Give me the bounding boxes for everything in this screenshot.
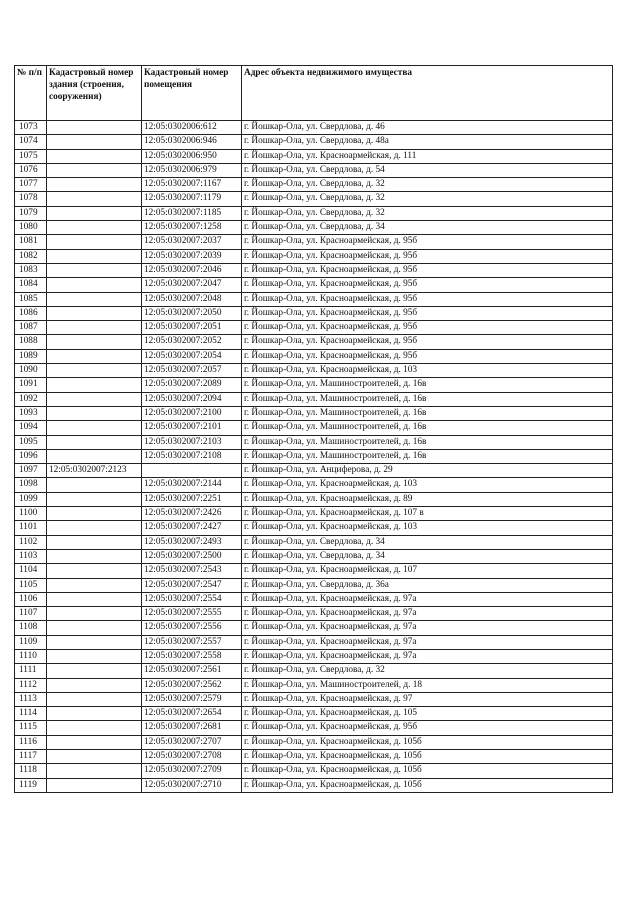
table-body (15, 121, 613, 793)
table-row (15, 607, 613, 621)
table-row (15, 121, 613, 135)
room-cadastral-cell: 12:05:0302007:2555 (142, 607, 242, 621)
table-row (15, 163, 613, 177)
table-row (15, 478, 613, 492)
building-cadastral-cell (47, 163, 142, 177)
address-cell: г. Йошкар-Ола, ул. Красноармейская, д. 107 в (242, 507, 613, 521)
table-row (15, 721, 613, 735)
row-number-cell: 1090 (15, 364, 47, 378)
address-cell: г. Йошкар-Ола, ул. Красноармейская, д. 103 (242, 364, 613, 378)
room-cadastral-cell: 12:05:0302006:979 (142, 163, 242, 177)
room-cadastral-cell: 12:05:0302007:2251 (142, 492, 242, 506)
address-cell: г. Йошкар-Ола, ул. Свердлова, д. 32 (242, 664, 613, 678)
table-row (15, 535, 613, 549)
address-cell: г. Йошкар-Ола, ул. Свердлова, д. 46 (242, 121, 613, 135)
address-cell: г. Йошкар-Ола, ул. Красноармейская, д. 95б (242, 321, 613, 335)
table-row (15, 578, 613, 592)
address-cell: г. Йошкар-Ола, ул. Красноармейская, д. 107 (242, 564, 613, 578)
building-cadastral-cell (47, 707, 142, 721)
room-cadastral-cell: 12:05:0302007:2654 (142, 707, 242, 721)
address-cell: г. Йошкар-Ола, ул. Красноармейская, д. 105б (242, 778, 613, 792)
row-number-cell: 1088 (15, 335, 47, 349)
building-cadastral-cell (47, 449, 142, 463)
address-cell: г. Йошкар-Ола, ул. Красноармейская, д. 105б (242, 750, 613, 764)
row-number-cell: 1075 (15, 149, 47, 163)
address-cell: г. Йошкар-Ола, ул. Красноармейская, д. 103 (242, 478, 613, 492)
room-cadastral-cell: 12:05:0302007:1258 (142, 221, 242, 235)
building-cadastral-cell (47, 392, 142, 406)
building-cadastral-cell (47, 349, 142, 363)
row-number-cell: 1080 (15, 221, 47, 235)
row-number-cell: 1118 (15, 764, 47, 778)
room-cadastral-cell: 12:05:0302007:2493 (142, 535, 242, 549)
table-row (15, 135, 613, 149)
table-row (15, 321, 613, 335)
row-number-cell: 1105 (15, 578, 47, 592)
building-cadastral-cell (47, 564, 142, 578)
address-cell: г. Йошкар-Ола, ул. Красноармейская, д. 105б (242, 764, 613, 778)
room-cadastral-cell: 12:05:0302007:2054 (142, 349, 242, 363)
property-registry-table (14, 65, 613, 793)
table-row (15, 521, 613, 535)
row-number-cell: 1117 (15, 750, 47, 764)
row-number-cell: 1104 (15, 564, 47, 578)
building-cadastral-cell (47, 235, 142, 249)
table-row (15, 507, 613, 521)
row-number-cell: 1093 (15, 406, 47, 420)
address-cell: г. Йошкар-Ола, ул. Свердлова, д. 34 (242, 221, 613, 235)
room-cadastral-cell: 12:05:0302007:2094 (142, 392, 242, 406)
row-number-cell: 1091 (15, 378, 47, 392)
room-cadastral-cell: 12:05:0302007:2427 (142, 521, 242, 535)
header-address: Адрес объекта недвижимого имущества (242, 66, 613, 121)
table-row (15, 592, 613, 606)
address-cell: г. Йошкар-Ола, ул. Красноармейская, д. 95б (242, 263, 613, 277)
building-cadastral-cell (47, 206, 142, 220)
room-cadastral-cell: 12:05:0302007:2100 (142, 406, 242, 420)
address-cell: г. Йошкар-Ола, ул. Машиностроителей, д. 16в (242, 449, 613, 463)
building-cadastral-cell (47, 592, 142, 606)
table-row (15, 364, 613, 378)
building-cadastral-cell: 12:05:0302007:2123 (47, 464, 142, 478)
row-number-cell: 1073 (15, 121, 47, 135)
row-number-cell: 1114 (15, 707, 47, 721)
building-cadastral-cell (47, 435, 142, 449)
table-row (15, 750, 613, 764)
building-cadastral-cell (47, 578, 142, 592)
room-cadastral-cell: 12:05:0302007:2681 (142, 721, 242, 735)
address-cell: г. Йошкар-Ола, ул. Машиностроителей, д. 16в (242, 378, 613, 392)
table-row (15, 292, 613, 306)
building-cadastral-cell (47, 364, 142, 378)
row-number-cell: 1119 (15, 778, 47, 792)
row-number-cell: 1097 (15, 464, 47, 478)
room-cadastral-cell: 12:05:0302007:2103 (142, 435, 242, 449)
table-row (15, 263, 613, 277)
address-cell: г. Йошкар-Ола, ул. Машиностроителей, д. 18 (242, 678, 613, 692)
address-cell: г. Йошкар-Ола, ул. Свердлова, д. 36а (242, 578, 613, 592)
table-row (15, 735, 613, 749)
building-cadastral-cell (47, 678, 142, 692)
room-cadastral-cell: 12:05:0302007:1179 (142, 192, 242, 206)
address-cell: г. Йошкар-Ола, ул. Красноармейская, д. 97а (242, 592, 613, 606)
address-cell: г. Йошкар-Ола, ул. Машиностроителей, д. 16в (242, 421, 613, 435)
building-cadastral-cell (47, 535, 142, 549)
building-cadastral-cell (47, 263, 142, 277)
address-cell: г. Йошкар-Ола, ул. Свердлова, д. 32 (242, 206, 613, 220)
building-cadastral-cell (47, 406, 142, 420)
row-number-cell: 1110 (15, 649, 47, 663)
room-cadastral-cell: 12:05:0302007:2050 (142, 306, 242, 320)
room-cadastral-cell: 12:05:0302006:946 (142, 135, 242, 149)
row-number-cell: 1078 (15, 192, 47, 206)
room-cadastral-cell: 12:05:0302006:612 (142, 121, 242, 135)
row-number-cell: 1116 (15, 735, 47, 749)
room-cadastral-cell: 12:05:0302007:2057 (142, 364, 242, 378)
address-cell: г. Йошкар-Ола, ул. Красноармейская, д. 97а (242, 649, 613, 663)
table-row (15, 392, 613, 406)
row-number-cell: 1099 (15, 492, 47, 506)
table-row (15, 178, 613, 192)
row-number-cell: 1085 (15, 292, 47, 306)
building-cadastral-cell (47, 221, 142, 235)
building-cadastral-cell (47, 635, 142, 649)
table-row (15, 692, 613, 706)
room-cadastral-cell: 12:05:0302007:2562 (142, 678, 242, 692)
row-number-cell: 1086 (15, 306, 47, 320)
room-cadastral-cell: 12:05:0302007:2108 (142, 449, 242, 463)
room-cadastral-cell: 12:05:0302007:2101 (142, 421, 242, 435)
row-number-cell: 1077 (15, 178, 47, 192)
room-cadastral-cell: 12:05:0302007:2052 (142, 335, 242, 349)
row-number-cell: 1102 (15, 535, 47, 549)
table-row (15, 435, 613, 449)
table-row (15, 349, 613, 363)
room-cadastral-cell (142, 464, 242, 478)
building-cadastral-cell (47, 292, 142, 306)
room-cadastral-cell: 12:05:0302007:2709 (142, 764, 242, 778)
row-number-cell: 1101 (15, 521, 47, 535)
room-cadastral-cell: 12:05:0302007:2144 (142, 478, 242, 492)
address-cell: г. Йошкар-Ола, ул. Красноармейская, д. 97а (242, 635, 613, 649)
building-cadastral-cell (47, 764, 142, 778)
building-cadastral-cell (47, 249, 142, 263)
table-row (15, 621, 613, 635)
table-row (15, 335, 613, 349)
row-number-cell: 1108 (15, 621, 47, 635)
address-cell: г. Йошкар-Ола, ул. Машиностроителей, д. 16в (242, 392, 613, 406)
building-cadastral-cell (47, 735, 142, 749)
header-building-cadastral: Кадастровый номер здания (строения, сооружения) (47, 66, 142, 121)
table-row (15, 649, 613, 663)
table-row (15, 449, 613, 463)
building-cadastral-cell (47, 521, 142, 535)
row-number-cell: 1111 (15, 664, 47, 678)
table-header (15, 66, 613, 121)
building-cadastral-cell (47, 721, 142, 735)
address-cell: г. Йошкар-Ола, ул. Красноармейская, д. 97а (242, 607, 613, 621)
table-row (15, 549, 613, 563)
room-cadastral-cell: 12:05:0302007:2047 (142, 278, 242, 292)
building-cadastral-cell (47, 750, 142, 764)
row-number-cell: 1095 (15, 435, 47, 449)
header-number: № п/п (15, 66, 47, 121)
table-row (15, 278, 613, 292)
building-cadastral-cell (47, 492, 142, 506)
address-cell: г. Йошкар-Ола, ул. Красноармейская, д. 95б (242, 721, 613, 735)
address-cell: г. Йошкар-Ола, ул. Красноармейская, д. 95б (242, 278, 613, 292)
row-number-cell: 1081 (15, 235, 47, 249)
address-cell: г. Йошкар-Ола, ул. Свердлова, д. 32 (242, 178, 613, 192)
table-row (15, 221, 613, 235)
address-cell: г. Йошкар-Ола, ул. Красноармейская, д. 89 (242, 492, 613, 506)
address-cell: г. Йошкар-Ола, ул. Красноармейская, д. 97 (242, 692, 613, 706)
row-number-cell: 1113 (15, 692, 47, 706)
room-cadastral-cell: 12:05:0302007:2708 (142, 750, 242, 764)
row-number-cell: 1115 (15, 721, 47, 735)
building-cadastral-cell (47, 478, 142, 492)
row-number-cell: 1074 (15, 135, 47, 149)
table-row (15, 306, 613, 320)
room-cadastral-cell: 12:05:0302007:2048 (142, 292, 242, 306)
table-row (15, 778, 613, 792)
table-row (15, 635, 613, 649)
row-number-cell: 1098 (15, 478, 47, 492)
building-cadastral-cell (47, 664, 142, 678)
building-cadastral-cell (47, 621, 142, 635)
table-row (15, 235, 613, 249)
room-cadastral-cell: 12:05:0302007:2707 (142, 735, 242, 749)
table-row (15, 492, 613, 506)
address-cell: г. Йошкар-Ола, ул. Свердлова, д. 34 (242, 549, 613, 563)
header-row (15, 66, 613, 121)
room-cadastral-cell: 12:05:0302007:2051 (142, 321, 242, 335)
room-cadastral-cell: 12:05:0302007:2561 (142, 664, 242, 678)
building-cadastral-cell (47, 121, 142, 135)
table-row (15, 192, 613, 206)
address-cell: г. Йошкар-Ола, ул. Красноармейская, д. 95б (242, 249, 613, 263)
building-cadastral-cell (47, 335, 142, 349)
table-row (15, 707, 613, 721)
row-number-cell: 1106 (15, 592, 47, 606)
address-cell: г. Йошкар-Ола, ул. Свердлова, д. 32 (242, 192, 613, 206)
building-cadastral-cell (47, 378, 142, 392)
room-cadastral-cell: 12:05:0302007:2037 (142, 235, 242, 249)
address-cell: г. Йошкар-Ола, ул. Красноармейская, д. 95б (242, 335, 613, 349)
building-cadastral-cell (47, 321, 142, 335)
address-cell: г. Йошкар-Ола, ул. Красноармейская, д. 105б (242, 735, 613, 749)
room-cadastral-cell: 12:05:0302007:1167 (142, 178, 242, 192)
address-cell: г. Йошкар-Ола, ул. Машиностроителей, д. 16в (242, 406, 613, 420)
address-cell: г. Йошкар-Ола, ул. Свердлова, д. 34 (242, 535, 613, 549)
room-cadastral-cell: 12:05:0302007:2039 (142, 249, 242, 263)
address-cell: г. Йошкар-Ола, ул. Красноармейская, д. 105 (242, 707, 613, 721)
address-cell: г. Йошкар-Ола, ул. Свердлова, д. 54 (242, 163, 613, 177)
header-room-cadastral: Кадастровый номер помещения (142, 66, 242, 121)
table-row (15, 378, 613, 392)
address-cell: г. Йошкар-Ола, ул. Красноармейская, д. 95б (242, 292, 613, 306)
table-row (15, 206, 613, 220)
table-row (15, 421, 613, 435)
address-cell: г. Йошкар-Ола, ул. Анциферова, д. 29 (242, 464, 613, 478)
room-cadastral-cell: 12:05:0302007:2554 (142, 592, 242, 606)
address-cell: г. Йошкар-Ола, ул. Красноармейская, д. 95б (242, 349, 613, 363)
row-number-cell: 1094 (15, 421, 47, 435)
table-row (15, 249, 613, 263)
room-cadastral-cell: 12:05:0302006:950 (142, 149, 242, 163)
address-cell: г. Йошкар-Ола, ул. Красноармейская, д. 111 (242, 149, 613, 163)
room-cadastral-cell: 12:05:0302007:2710 (142, 778, 242, 792)
building-cadastral-cell (47, 549, 142, 563)
building-cadastral-cell (47, 649, 142, 663)
room-cadastral-cell: 12:05:0302007:2089 (142, 378, 242, 392)
room-cadastral-cell: 12:05:0302007:2500 (142, 549, 242, 563)
row-number-cell: 1096 (15, 449, 47, 463)
building-cadastral-cell (47, 306, 142, 320)
row-number-cell: 1087 (15, 321, 47, 335)
room-cadastral-cell: 12:05:0302007:2547 (142, 578, 242, 592)
building-cadastral-cell (47, 421, 142, 435)
row-number-cell: 1107 (15, 607, 47, 621)
row-number-cell: 1084 (15, 278, 47, 292)
room-cadastral-cell: 12:05:0302007:2046 (142, 263, 242, 277)
table-row (15, 678, 613, 692)
address-cell: г. Йошкар-Ола, ул. Красноармейская, д. 97а (242, 621, 613, 635)
building-cadastral-cell (47, 692, 142, 706)
row-number-cell: 1089 (15, 349, 47, 363)
table-row (15, 664, 613, 678)
address-cell: г. Йошкар-Ола, ул. Красноармейская, д. 103 (242, 521, 613, 535)
row-number-cell: 1100 (15, 507, 47, 521)
table-row (15, 764, 613, 778)
room-cadastral-cell: 12:05:0302007:2556 (142, 621, 242, 635)
building-cadastral-cell (47, 149, 142, 163)
row-number-cell: 1079 (15, 206, 47, 220)
building-cadastral-cell (47, 278, 142, 292)
table-row (15, 149, 613, 163)
room-cadastral-cell: 12:05:0302007:2426 (142, 507, 242, 521)
building-cadastral-cell (47, 778, 142, 792)
building-cadastral-cell (47, 192, 142, 206)
table-row (15, 464, 613, 478)
address-cell: г. Йошкар-Ола, ул. Красноармейская, д. 95б (242, 235, 613, 249)
room-cadastral-cell: 12:05:0302007:2543 (142, 564, 242, 578)
row-number-cell: 1109 (15, 635, 47, 649)
row-number-cell: 1083 (15, 263, 47, 277)
row-number-cell: 1082 (15, 249, 47, 263)
row-number-cell: 1092 (15, 392, 47, 406)
row-number-cell: 1076 (15, 163, 47, 177)
address-cell: г. Йошкар-Ола, ул. Красноармейская, д. 95б (242, 306, 613, 320)
room-cadastral-cell: 12:05:0302007:2557 (142, 635, 242, 649)
table-row (15, 564, 613, 578)
row-number-cell: 1112 (15, 678, 47, 692)
building-cadastral-cell (47, 507, 142, 521)
room-cadastral-cell: 12:05:0302007:2579 (142, 692, 242, 706)
room-cadastral-cell: 12:05:0302007:2558 (142, 649, 242, 663)
row-number-cell: 1103 (15, 549, 47, 563)
room-cadastral-cell: 12:05:0302007:1185 (142, 206, 242, 220)
table-row (15, 406, 613, 420)
building-cadastral-cell (47, 178, 142, 192)
building-cadastral-cell (47, 135, 142, 149)
address-cell: г. Йошкар-Ола, ул. Машиностроителей, д. 16в (242, 435, 613, 449)
address-cell: г. Йошкар-Ола, ул. Свердлова, д. 48а (242, 135, 613, 149)
building-cadastral-cell (47, 607, 142, 621)
